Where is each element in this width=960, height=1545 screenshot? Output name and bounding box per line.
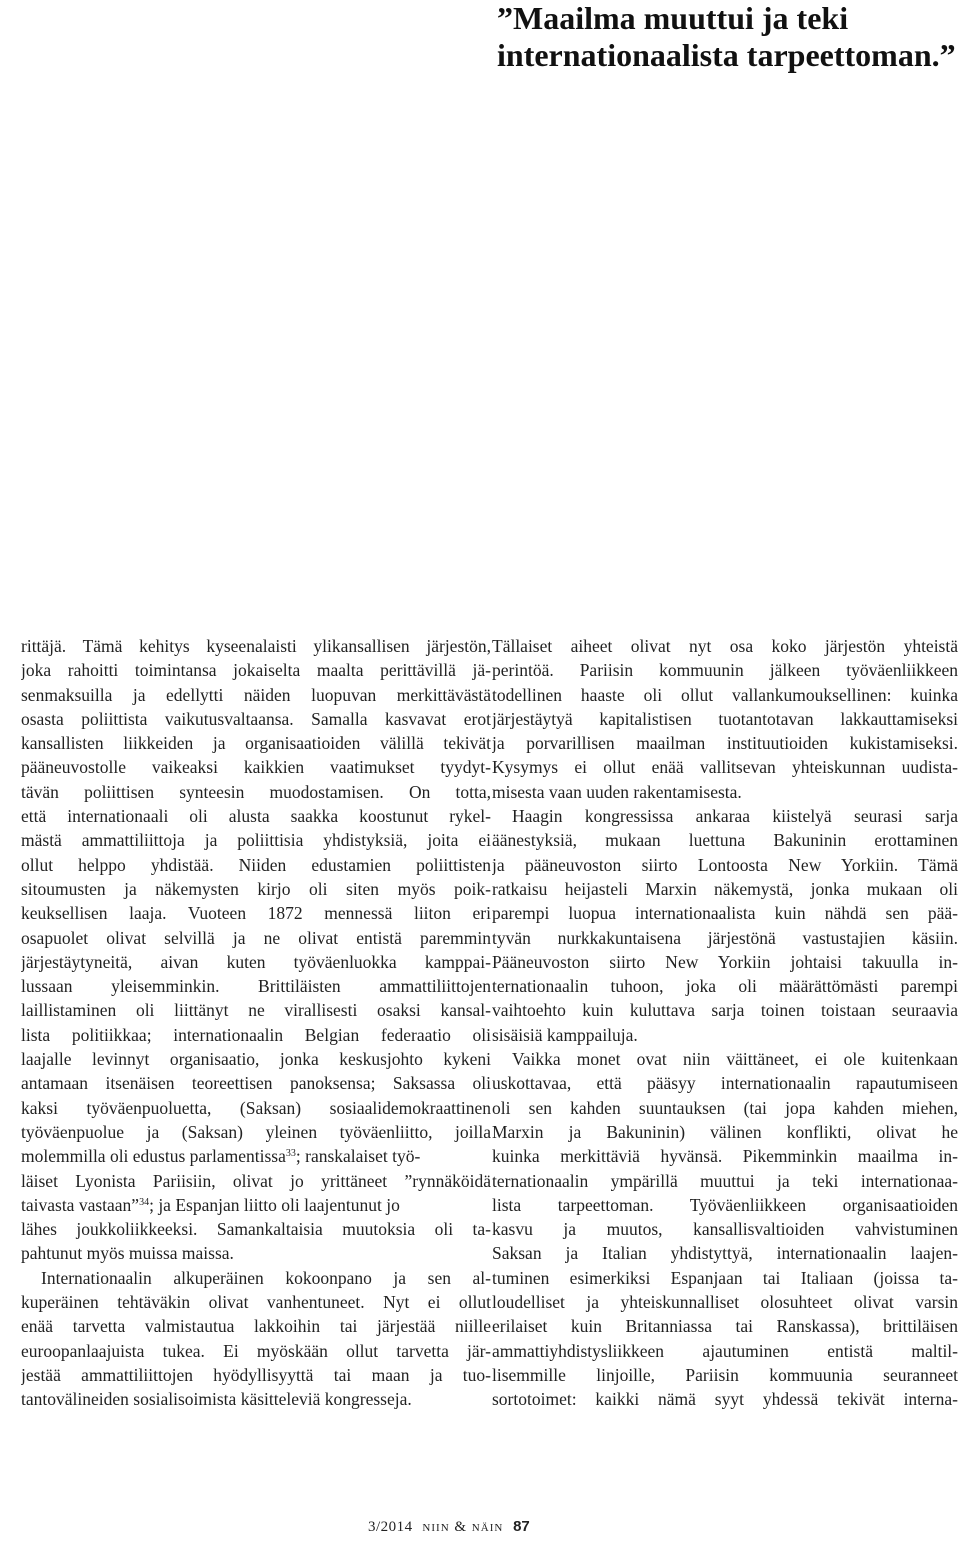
text-line: kansallisten liikkeiden ja organisaatioiden välillä tekivät [21, 733, 491, 754]
text-line: ollut helppo yhdistää. Niiden edustamien poliittisten [21, 854, 491, 875]
text-line: kuinka merkittäviä hyvänsä. Pikemminkin maailma in- [492, 1146, 958, 1167]
text-line: Pääneuvoston siirto New Yorkiin johtaisi takuulla in- [492, 951, 958, 972]
text-line: kasvu ja muutos, kansallisvaltioiden vahvistuminen [492, 1219, 958, 1240]
magazine-name: niin & näin [422, 1519, 504, 1535]
text-line: rittäjä. Tämä kehitys kyseenalaisti ylikansallisen järjestön, [21, 636, 491, 656]
text-line: pahtunut myös muissa maissa. [21, 1243, 234, 1264]
text-line: tantovälineiden sosialisoimista käsitteleviä kongresseja. [21, 1389, 412, 1410]
text-line: antamaan itsenäisen teoreettisen panoksensa; Saksassa oli [21, 1073, 491, 1094]
text-line: kaksi työväenpuoluetta, (Saksan) sosiaalidemokraattinen [21, 1097, 491, 1118]
text-line: enää tarvetta valmistautua lakkoihin tai järjestää niille [21, 1316, 491, 1337]
text-fragment: ; ranskalaiset työ- [295, 1146, 421, 1167]
text-line: oli sen kahden suuntauksen (tai jopa kahden miehen, [492, 1097, 958, 1118]
footnote-ref: 33 [285, 1148, 296, 1160]
text-line: lista politiikkaa; internationaalin Belgian federaatio oli [21, 1024, 491, 1045]
pull-quote [497, 0, 956, 74]
text-line: sitoumusten ja näkemysten kirjo oli siten myös poik- [21, 878, 491, 899]
text-line: lista tarpeettoman. Työväenliikkeen organisaatioiden [492, 1194, 958, 1215]
text-line: tuminen esimerkiksi Espanjaan tai Italiaan (joissa ta- [492, 1267, 958, 1288]
text-line: ternationaalin ympärillä muuttui ja teki internationaa- [492, 1170, 958, 1191]
text-line: jestää ammattiliittojen hyödyllisyyttä tai maan ja tuo- [21, 1364, 491, 1385]
issue-number: 3/2014 [368, 1519, 413, 1535]
text-line: mästä ammattiliittoja ja poliittisia yhdistyksiä, joita ei [21, 830, 491, 851]
text-line: osapuolet olivat selvillä ja ne olivat entistä paremmin [21, 927, 491, 948]
right-text-column [492, 634, 958, 1412]
text-line: ammattiyhdistysliikkeen ajautuminen entistä maltil- [492, 1340, 958, 1361]
text-line-with-footnote [21, 1144, 491, 1168]
text-line: Haagin kongressissa ankaraa kiistelyä seurasi sarja [512, 806, 958, 827]
text-line: ratkaisu heijasteli Marxin näkemystä, jonka mukaan oli [492, 878, 958, 899]
text-line: loudelliset ja yhteiskunnalliset olosuhteet olivat varsin [492, 1292, 958, 1313]
footnote-ref: 34 [139, 1196, 150, 1208]
text-line: Marxin ja Bakuninin) välinen konflikti, olivat he [492, 1121, 958, 1142]
page-number: 87 [513, 1518, 530, 1535]
text-line: osasta poliittista vaikutusvaltaansa. Samalla kasvavat erot [21, 708, 491, 729]
text-line: parempi luopua internationaalista kuin nähdä sen pää- [492, 903, 958, 924]
pull-quote-line: ”Maailma muuttui ja teki [497, 0, 849, 36]
text-line: Saksan ja Italian yhdistyttyä, internationaalin laajen- [492, 1243, 958, 1264]
text-line: senmaksuilla ja edellytti näiden luopuvan merkittävästä [21, 684, 491, 705]
text-line: lähes joukkoliikkeeksi. Samankaltaisia muutoksia oli ta- [21, 1219, 491, 1240]
text-line: lisemmille linjoille, Pariisin kommuunia seuranneet [492, 1364, 958, 1385]
text-line: lussaan yleisemminkin. Brittiläisten ammattiliittojen [21, 976, 491, 997]
text-line: ja porvarillisen maailman instituutioiden kukistamiseksi. [492, 733, 958, 754]
page-footer [368, 1518, 588, 1536]
text-line: läiset Lyonista Pariisiin, olivat jo yrittäneet ”rynnäköidä [21, 1170, 491, 1191]
text-line: äänestyksiä, mukaan luettuna Bakuninin erottaminen [492, 830, 958, 851]
text-line: ja pääneuvoston siirto Lontoosta New Yorkiin. Tämä [492, 854, 958, 875]
text-fragment: taivasta vastaan” [21, 1194, 140, 1215]
text-line-with-footnote [21, 1193, 491, 1217]
text-fragment: molemmilla oli edustus parlamentissa [21, 1146, 286, 1167]
text-line: joka rahoitti toimintansa jokaiselta maalta perittävillä jä- [21, 660, 491, 681]
text-line: uskottavaa, että pääsyy internationaalin rapautumiseen [492, 1073, 958, 1094]
text-line: pääneuvostolle vaikeaksi kaikkien vaatimukset tyydyt- [21, 757, 491, 778]
text-line: laillistaminen oli liittänyt ne virallisesti osaksi kansal- [21, 1000, 491, 1021]
text-line: tävän poliittisen synteesin muodostamisen. On totta, [21, 781, 491, 802]
text-line: järjestäytyä kapitalistisen tuotantotavan lakkauttamiseksi [492, 708, 958, 729]
text-line: euroopanlaajuista tukea. Ei myöskään ollut tarvetta jär- [21, 1340, 491, 1361]
text-line: tyvän nurkkakuntaisena järjestönä vastustajien käsiin. [492, 927, 958, 948]
text-line: järjestäytyneitä, aivan kuten työväenluokka kamppai- [21, 951, 491, 972]
text-line: ternationaalin tuhoon, joka oli määrättömästi parempi [492, 976, 958, 997]
text-line: erilaiset kuin Britanniassa tai Ranskassa), brittiläisen [492, 1316, 958, 1337]
text-line: laajalle levinnyt organisaatio, jonka keskusjohto kykeni [21, 1049, 491, 1070]
left-text-column [21, 634, 491, 1412]
pull-quote-line: internationaalista tarpeettoman.” [497, 37, 956, 73]
text-line: Vaikka monet ovat niin väittäneet, ei ole kuitenkaan [512, 1049, 958, 1070]
text-line: työväenpuolue ja (Saksan) yleinen työväenliitto, joilla [21, 1121, 491, 1142]
text-line: todellinen haaste oli ollut vallankumouksellinen: kuinka [492, 684, 958, 705]
text-line: Tällaiset aiheet olivat nyt osa koko järjestön yhteistä [492, 636, 958, 656]
text-line: perintöä. Pariisin kommuunin jälkeen työväenliikkeen [492, 660, 958, 681]
text-line: misesta vaan uuden rakentamisesta. [492, 781, 742, 802]
text-line: että internationaali oli alusta saakka koostunut rykel- [21, 806, 491, 827]
text-line: keuksellisen laaja. Vuoteen 1872 mennessä liiton eri [21, 903, 491, 924]
text-line: sortotoimet: kaikki nämä syyt yhdessä tekivät interna- [492, 1389, 958, 1410]
text-line: sisäisiä kamppailuja. [492, 1024, 638, 1045]
text-line: kuperäinen tehtäväkin olivat vanhentuneet. Nyt ei ollut [21, 1292, 491, 1313]
text-line: vaihtoehto kuin kuluttava sarja toinen toistaan seuraavia [492, 1000, 958, 1021]
text-line: Internationaalin alkuperäinen kokoonpano ja sen al- [41, 1267, 491, 1288]
text-line: Kysymys ei ollut enää vallitsevan yhteiskunnan uudista- [492, 757, 958, 778]
text-fragment: ; ja Espanjan liitto oli laajentunut jo [149, 1194, 400, 1215]
